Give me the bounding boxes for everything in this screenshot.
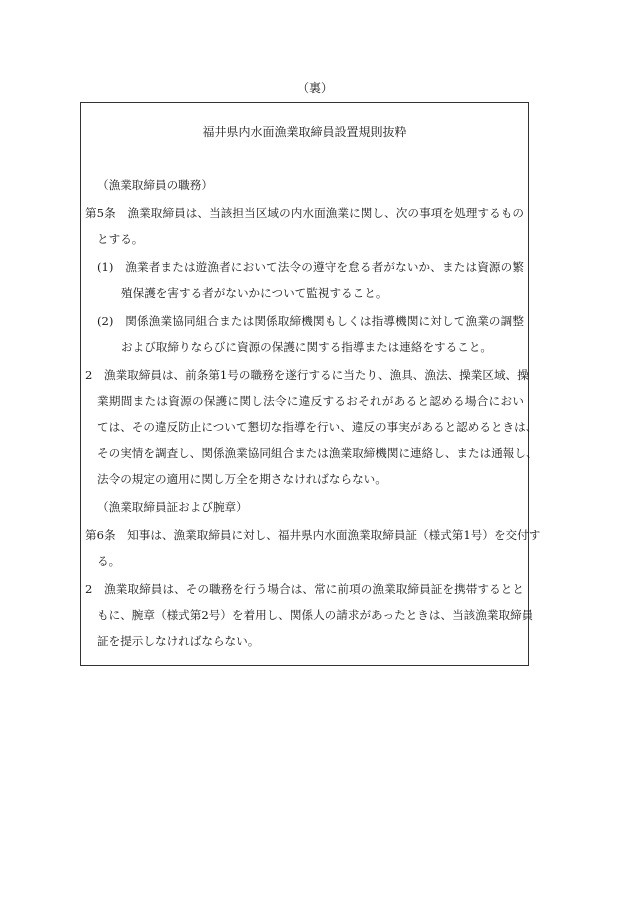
article-6-line-2: る。 <box>97 554 121 568</box>
excerpt-frame <box>80 102 541 666</box>
article-5-line-2: とする。 <box>97 232 144 246</box>
section-heading-id-and-armband: （漁業取締員証および腕章） <box>97 500 248 514</box>
paragraph-2-line-4: その実情を調査し、関係漁業協同組合または漁業取締機関に連絡し、または通報し、 <box>97 446 538 460</box>
item-1-line-2: 殖保護を害する者がないかについて監視すること。 <box>121 286 388 300</box>
article-6-line-1: 第6条 知事は、漁業取締員に対し、福井県内水面漁業取締員証（様式第1号）を交付す <box>85 528 541 542</box>
paragraph-2-line-1: 2 漁業取締員は、前条第1号の職務を遂行するに当たり、漁具、漁法、操業区域、操 <box>85 368 529 382</box>
article-6-paragraph-2-line-1: 2 漁業取締員は、その職務を行う場合は、常に前項の漁業取締員証を携帯するとと <box>85 582 524 596</box>
item-2-line-2: および取締りならびに資源の保護に関する指導または連絡をすること。 <box>121 340 493 354</box>
page-side-label: （裏） <box>296 81 333 95</box>
item-2-line-1: (2) 関係漁業協同組合または関係取締機関もしくは指導機関に対して漁業の調整 <box>97 314 524 328</box>
article-6-paragraph-2-line-3: 証を提示しなければならない。 <box>97 634 260 648</box>
paragraph-2-line-5: 法令の規定の適用に関し万全を期さなければならない。 <box>97 472 387 486</box>
paragraph-2-line-3: ては、その違反防止について懇切な指導を行い、違反の事実があると認めるときは、 <box>97 420 538 434</box>
item-1-line-1: (1) 漁業者または遊漁者において法令の遵守を怠る者がないか、または資源の繁 <box>97 260 524 274</box>
paragraph-2-line-2: 業期間または資源の保護に関し法令に違反するおそれがあると認める場合におい <box>97 394 524 408</box>
article-5-line-1: 第5条 漁業取締員は、当該担当区域の内水面漁業に関し、次の事項を処理するもの <box>85 206 524 220</box>
article-6-paragraph-2-line-2: もに、腕章（様式第2号）を着用し、関係人の請求があったときは、当該漁業取締員 <box>97 608 534 622</box>
section-heading-duties: （漁業取締員の職務） <box>97 178 213 192</box>
document-title: 福井県内水面漁業取締員設置規則抜粋 <box>202 125 407 139</box>
